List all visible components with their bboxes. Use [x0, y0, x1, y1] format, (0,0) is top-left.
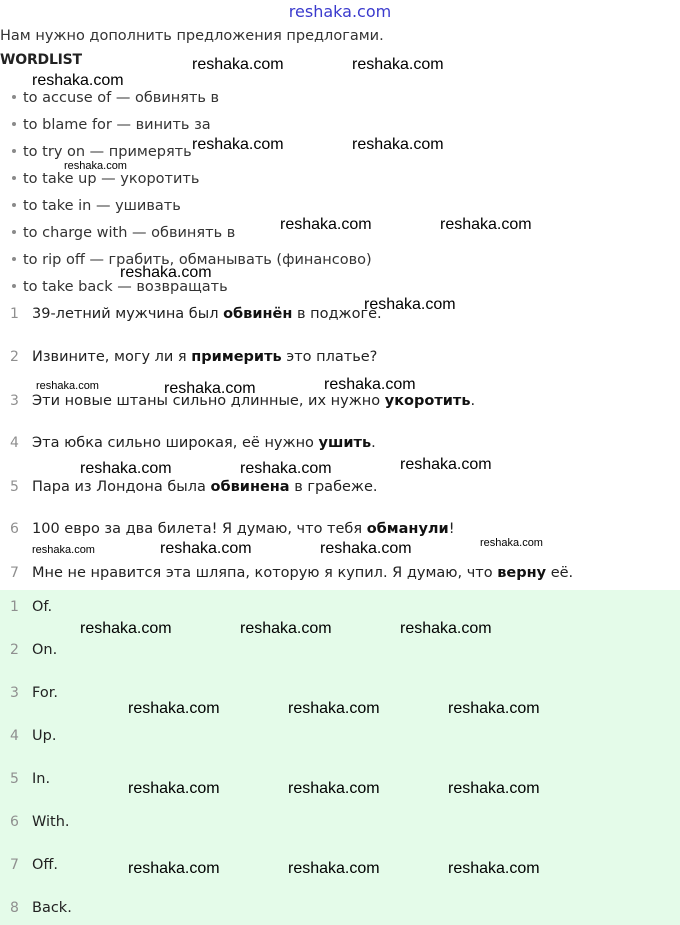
wordlist-item: to accuse of — обвинять в — [12, 90, 219, 106]
task-instruction: Нам нужно дополнить предложения предлогами. — [0, 28, 384, 44]
question-text: Эта юбка сильно широкая, её нужно ушить. — [32, 435, 376, 451]
watermark: reshaka.com — [32, 544, 95, 556]
answer-text: For. — [32, 685, 58, 701]
answer-text: With. — [32, 814, 70, 830]
watermark: reshaka.com — [288, 860, 380, 877]
answer-number: 3 — [10, 685, 19, 701]
watermark: reshaka.com — [32, 72, 124, 89]
answer-text: Back. — [32, 900, 72, 916]
wordlist-title: WORDLIST — [0, 52, 82, 68]
question-text: 39-летний мужчина был обвинён в поджоге. — [32, 306, 382, 322]
site-link[interactable]: reshaka.com — [288, 2, 392, 21]
wordlist-item: to blame for — винить за — [12, 117, 211, 133]
watermark: reshaka.com — [160, 540, 252, 557]
watermark: reshaka.com — [280, 216, 372, 233]
watermark: reshaka.com — [448, 780, 540, 797]
watermark: reshaka.com — [36, 380, 99, 392]
bullet-icon — [12, 203, 16, 207]
watermark: reshaka.com — [364, 296, 456, 313]
answer-number: 7 — [10, 857, 19, 873]
watermark: reshaka.com — [324, 376, 416, 393]
answer-number: 4 — [10, 728, 19, 744]
watermark: reshaka.com — [288, 780, 380, 797]
watermark: reshaka.com — [128, 780, 220, 797]
watermark: reshaka.com — [320, 540, 412, 557]
bullet-icon — [12, 284, 16, 288]
watermark: reshaka.com — [80, 620, 172, 637]
answer-number: 1 — [10, 599, 19, 615]
answer-number: 2 — [10, 642, 19, 658]
watermark: reshaka.com — [164, 380, 256, 397]
question-number: 5 — [10, 479, 19, 495]
question-text: Эти новые штаны сильно длинные, их нужно укоротить. — [32, 393, 476, 409]
question-number: 3 — [10, 393, 19, 409]
bullet-icon — [12, 149, 16, 153]
watermark: reshaka.com — [192, 136, 284, 153]
answer-text: In. — [32, 771, 51, 787]
watermark: reshaka.com — [480, 537, 543, 549]
question-number: 7 — [10, 565, 19, 581]
answer-text: Up. — [32, 728, 57, 744]
question-number: 4 — [10, 435, 19, 451]
answer-number: 5 — [10, 771, 19, 787]
watermark: reshaka.com — [128, 860, 220, 877]
bullet-icon — [12, 257, 16, 261]
watermark: reshaka.com — [400, 620, 492, 637]
wordlist-item: to take back — возвращать — [12, 279, 228, 295]
wordlist-item: to rip off — грабить, обманывать (финансово) — [12, 252, 372, 268]
watermark: reshaka.com — [120, 264, 212, 281]
answer-number: 6 — [10, 814, 19, 830]
watermark: reshaka.com — [448, 700, 540, 717]
wordlist-item: to try on — примерять — [12, 144, 192, 160]
watermark: reshaka.com — [352, 56, 444, 73]
question-number: 6 — [10, 521, 19, 537]
wordlist-item: to take up — укоротить — [12, 171, 199, 187]
question-text: 100 евро за два билета! Я думаю, что тебя обманули! — [32, 521, 455, 537]
answer-text: Of. — [32, 599, 53, 615]
watermark: reshaka.com — [128, 700, 220, 717]
watermark: reshaka.com — [240, 620, 332, 637]
question-text: Извините, могу ли я примерить это платье? — [32, 349, 378, 365]
watermark: reshaka.com — [192, 56, 284, 73]
answer-text: Off. — [32, 857, 59, 873]
watermark: reshaka.com — [64, 160, 127, 172]
question-text: Пара из Лондона была обвинена в грабеже. — [32, 479, 378, 495]
watermark: reshaka.com — [80, 460, 172, 477]
bullet-icon — [12, 176, 16, 180]
watermark: reshaka.com — [352, 136, 444, 153]
watermark: reshaka.com — [448, 860, 540, 877]
question-number: 2 — [10, 349, 19, 365]
question-number: 1 — [10, 306, 19, 322]
wordlist-item: to charge with — обвинять в — [12, 225, 235, 241]
bullet-icon — [12, 230, 16, 234]
watermark: reshaka.com — [440, 216, 532, 233]
question-text: Мне не нравится эта шляпа, которую я купил. Я думаю, что верну её. — [32, 565, 574, 581]
watermark: reshaka.com — [288, 700, 380, 717]
bullet-icon — [12, 95, 16, 99]
wordlist-item: to take in — ушивать — [12, 198, 181, 214]
watermark: reshaka.com — [240, 460, 332, 477]
answer-number: 8 — [10, 900, 19, 916]
watermark: reshaka.com — [400, 456, 492, 473]
bullet-icon — [12, 122, 16, 126]
answer-text: On. — [32, 642, 58, 658]
